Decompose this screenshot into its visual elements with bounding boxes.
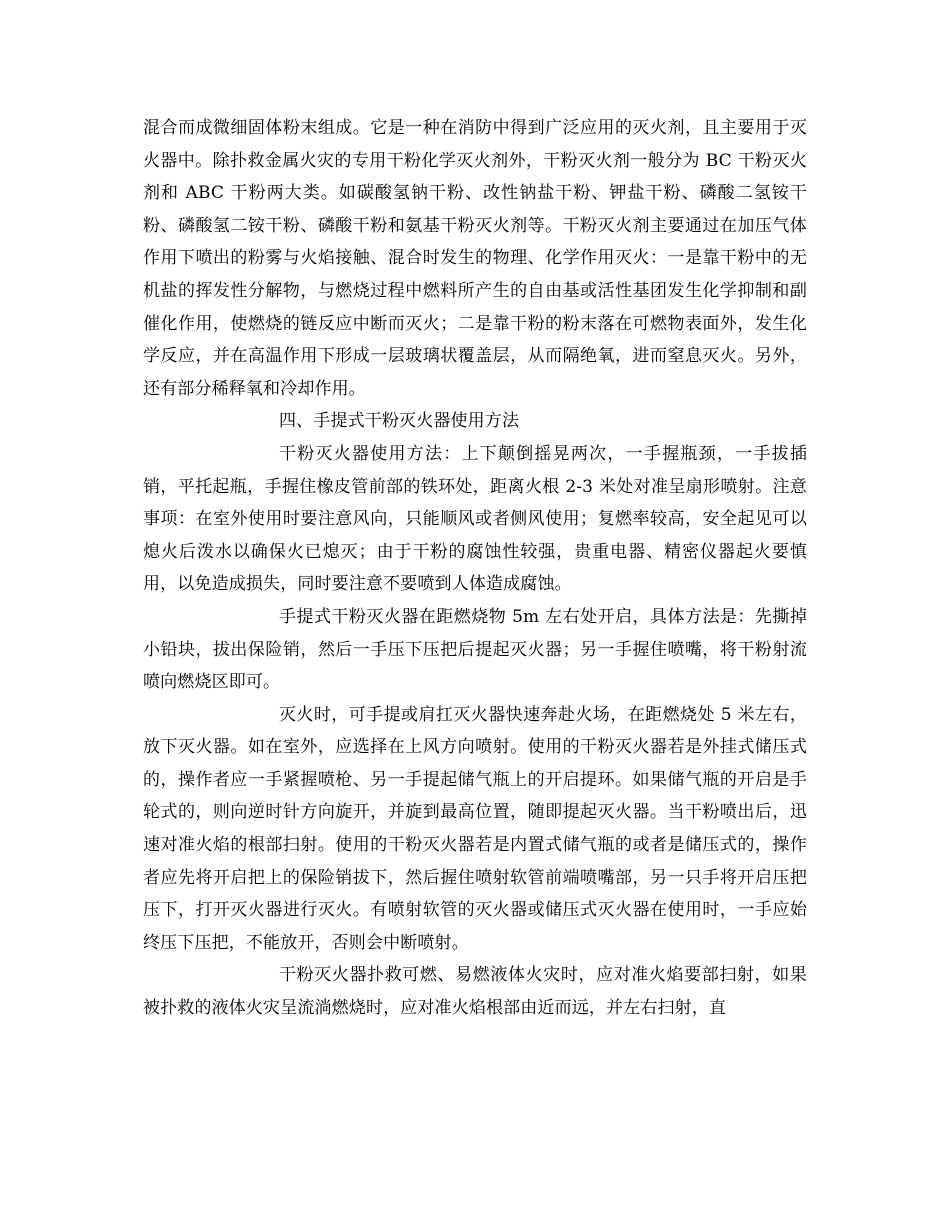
- paragraph-portable-opening: 手提式干粉灭火器在距燃烧物 5m 左右处开启，具体方法是：先撕掉小铅块，拔出保险销，然后一手压下压把后提起灭火器；另一手握住喷嘴，将干粉射流喷向燃烧区即可。: [143, 606, 807, 693]
- paragraph-firefighting-steps: 灭火时，可手提或肩扛灭火器快速奔赴火场，在距燃烧处 5 米左右，放下灭火器。如在室外，应选择在上风方向喷射。使用的干粉灭火器若是外挂式储压式的，操作者应一手紧握喷枪、另一手提起储气瓶上的开启提环。如果储气瓶的开启是手轮式的，则向逆时针方向旋开，并旋到最高位置，随即提起灭火器。当干粉喷出后，迅速对准火焰的根部扫射。使用的干粉灭火器若是内置式储气瓶的或者是储压式的，操作者应先将开启把上的保险销拔下，然后握住喷射软管前端喷嘴部，另一只手将开启压把压下，打开灭火器进行灭火。有喷射软管的灭火器或储压式灭火器在使用时，一手应始终压下压把，不能放开，否则会中断喷射。: [143, 704, 807, 953]
- paragraph-dry-powder-intro: 混合而成微细固体粉末组成。它是一种在消防中得到广泛应用的灭火剂，且主要用于灭火器中。除扑救金属火灾的专用干粉化学灭火剂外，干粉灭火剂一般分为 BC 干粉灭火剂和 ABC 干粉两大类。如碳酸氢钠干粉、改性钠盐干粉、钾盐干粉、磷酸二氢铵干粉、磷酸氢二铵干粉、磷酸干粉和氨基干粉灭火剂等。干粉灭火剂主要通过在加压气体作用下喷出的粉雾与火焰接触、混合时发生的物理、化学作用灭火：一是靠干粉中的无机盐的挥发性分解物，与燃烧过程中燃料所产生的自由基或活性基团发生化学抑制和副催化作用，使燃烧的链反应中断而灭火；二是靠干粉的粉末落在可燃物表面外，发生化学反应，并在高温作用下形成一层玻璃状覆盖层，从而隔绝氧，进而窒息灭火。另外，还有部分稀释氧和冷却作用。: [143, 118, 807, 399]
- document-body: [143, 112, 807, 1025]
- paragraph-usage-method: 干粉灭火器使用方法：上下颠倒摇晃两次，一手握瓶颈，一手拔插销，平托起瓶，手握住橡皮管前部的铁环处，距离火根 2-3 米处对准呈扇形喷射。注意事项：在室外使用时要注意风向，只能顺风或者侧风使用；复燃率较高，安全起见可以熄火后泼水以确保火已熄灭；由于干粉的腐蚀性较强，贵重电器、精密仪器起火要慎用，以免造成损失，同时要注意不要喷到人体造成腐蚀。: [143, 443, 807, 595]
- section-heading-usage-method: 四、手提式干粉灭火器使用方法: [279, 411, 520, 432]
- paragraph-liquid-fire: 干粉灭火器扑救可燃、易燃液体火灾时，应对准火焰要部扫射，如果被扑救的液体火灾呈流淌燃烧时，应对准火焰根部由近而远，并左右扫射，直: [143, 965, 807, 1019]
